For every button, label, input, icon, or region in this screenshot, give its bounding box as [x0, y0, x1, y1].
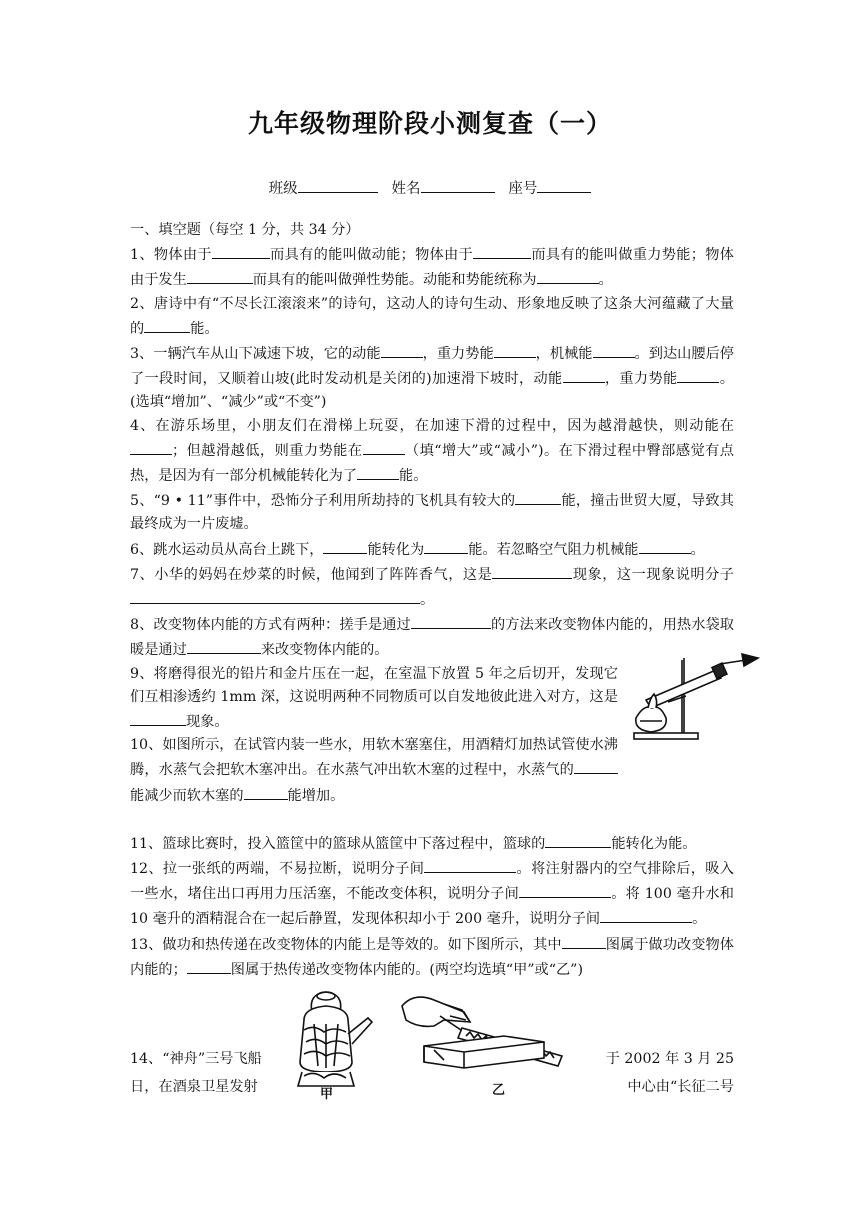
figure-label-yi: 乙: [492, 1082, 506, 1097]
class-label: 班级: [268, 181, 298, 197]
answer-blank[interactable]: [593, 341, 635, 358]
question-1: 1、物体由于 而具有的能叫做动能；物体由于 而具有的能叫做重力势能；物体由于发生 而具有的能叫做弹性势能。动能和势能统称为 。: [130, 242, 734, 292]
student-info-line: [0, 176, 860, 198]
exam-page: 九年级物理阶段小测复查（一） 班级 姓名 座号 一、填空题（每空 1 分，共 34 分） 1、物体由于 而具有的能叫做动能；物体由于 而具有的能叫做重力势能；物体由于发生 而具有的能叫做弹性势能。动能和势能统称为 。 2、唐诗中有“不尽长江滚滚来”的诗句，这动人的诗句生动、形象地反映了这条大河蕴藏了大量的 能。 3、一辆汽车从山下减速下坡，它的动能 ，重力势能 ，机械能 。到达山腰后停了一段时间，又顺着山坡(此时发动机是关闭的)加速滑下坡时，动能 ，重力势能 。(选填“增加”、“减少”或“不变”) 4、在游乐场里，小朋友们在滑梯上玩耍，在加速下滑的过程中，因为越滑越快，则动能在；但越滑越低，则重力势能在 （填“增大”或“减小”)。在下滑过程中臀部感觉有点热，是因为有一部分机械能转化为了 能。 5、“9 • 11”事件中，恐怖分子利用所劫持的飞机具有较大的 能，撞击世贸大厦，导致其最终成为一片废墟。 6、跳水运动员从高台上跳下， 能转化为 能。若忽略空气阻力机械能 。 7、小华的妈妈在炒菜的时候，他闻到了阵阵香气，这是 现象，这一现象说明分子。 8、改变物体内能的方式有两种：搓手是通过 的方法来改变物体内能的，用热水袋取暖是通过 来改变物体内能的。 9、将磨得很光的铅片和金片压在一起，在室温下放置 5 年之后切开，发现它们互相渗透约 1mm 深，这说明两种不同物质可以自发地彼此进入对方，这是现象。 10、如图所示，在试管内装一些水，用软木塞塞住，用酒精灯加热试管使水沸腾，水蒸气会把软木塞冲出。在水蒸气冲出软木塞的过程中，水蒸气的能减少而软木塞的 能增加。 11、篮球比赛时，投入篮筐中的篮球从篮筐中下落过程中，篮球的 能转化为能。 12、拉一张纸的两端，不易拉断，说明分子间 。将注射器内的空气排除后，吸入一些水，堵住出口再用力压活塞，不能改变体积，说明分子间 。将 100 毫升水和 10 毫升的酒精混合在一起后静置，发现体积却小于 200 毫升，说明分子间 。 13、做功和热传递在改变物体的内能上是等效的。如下图所示，其中 图属于做功改变物体内能的； 图属于热传递改变物体内能的。(两空均选填“甲”或“乙”) 甲 乙 14、“神舟”三号飞船 于 2002 年 3 月 25 日，在酒泉卫星发射 中心由“长征二号: [0, 0, 860, 1216]
figure-label-jia: 甲: [320, 1086, 334, 1100]
answer-blank[interactable]: [519, 881, 611, 898]
answer-blank[interactable]: [574, 757, 618, 774]
page-title: 九年级物理阶段小测复查（一）: [247, 109, 612, 138]
answer-blank[interactable]: [130, 587, 420, 604]
question-13: 13、做功和热传递在改变物体的内能上是等效的。如下图所示，其中 图属于做功改变物体内能的； 图属于热传递改变物体内能的。(两空均选填“甲”或“乙”): [130, 932, 734, 982]
answer-blank[interactable]: [515, 488, 561, 505]
questions-beside-figure: [130, 663, 618, 808]
answer-blank[interactable]: [424, 537, 468, 554]
answer-blank[interactable]: [563, 366, 605, 383]
answer-blank[interactable]: [473, 242, 531, 259]
class-blank[interactable]: [298, 176, 378, 193]
answer-blank[interactable]: [562, 932, 606, 949]
name-label: 姓名: [391, 181, 421, 197]
answer-blank[interactable]: [537, 267, 599, 284]
question-10: 10、如图所示，在试管内装一些水，用软木塞塞住，用酒精灯加热试管使水沸腾，水蒸气会把软木塞冲出。在水蒸气冲出软木塞的过程中，水蒸气的能减少而软木塞的 能增加。: [130, 737, 618, 804]
answer-blank[interactable]: [545, 831, 611, 848]
answer-blank[interactable]: [130, 709, 186, 726]
question-2: 2、唐诗中有“不尽长江滚滚来”的诗句，这动人的诗句生动、形象地反映了这条大河蕴藏了大量的 能。: [130, 295, 734, 337]
test-tube-apparatus-figure: [624, 648, 762, 744]
question-12: 12、拉一张纸的两端，不易拉断，说明分子间 。将注射器内的空气排除后，吸入一些水，堵住出口再用力压活塞，不能改变体积，说明分子间 。将 100 毫升水和 10 毫升的酒精混合在一起后静置，发现体积却小于 200 毫升，说明分子间 。: [130, 856, 734, 932]
answer-blank[interactable]: [381, 341, 423, 358]
answer-blank[interactable]: [492, 562, 572, 579]
name-blank[interactable]: [421, 176, 495, 193]
answer-blank[interactable]: [130, 438, 172, 455]
answer-blank[interactable]: [187, 637, 261, 654]
section-header: 一、填空题（每空 1 分，共 34 分）: [130, 222, 360, 238]
answer-blank[interactable]: [357, 463, 399, 480]
answer-blank[interactable]: [187, 957, 231, 974]
question-9: 9、将磨得很光的铅片和金片压在一起，在室温下放置 5 年之后切开，发现它们互相渗透约 1mm 深，这说明两种不同物质可以自发地彼此进入对方，这是现象。: [130, 665, 618, 731]
question-4: 4、在游乐场里，小朋友们在滑梯上玩耍，在加速下滑的过程中，因为越滑越快，则动能在；但越滑越低，则重力势能在 （填“增大”或“减小”)。在下滑过程中臀部感觉有点热，是因为有一部分机械能转化为了 能。: [130, 417, 734, 485]
answer-blank[interactable]: [424, 856, 516, 873]
answer-blank[interactable]: [600, 906, 692, 923]
question-8: 8、改变物体内能的方式有两种：搓手是通过 的方法来改变物体内能的，用热水袋取暖是通过 来改变物体内能的。: [130, 612, 734, 662]
question-7: 7、小华的妈妈在炒菜的时候，他闻到了阵阵香气，这是 现象，这一现象说明分子。: [130, 562, 734, 612]
saw-wood-illustration: [402, 997, 562, 1068]
question-11: 11、篮球比赛时，投入篮筐中的篮球从篮筐中下落过程中，篮球的 能转化为能。: [130, 831, 734, 856]
answer-blank[interactable]: [244, 783, 288, 800]
answer-blank[interactable]: [144, 316, 190, 333]
answer-blank[interactable]: [323, 537, 367, 554]
answer-blank[interactable]: [187, 267, 253, 284]
question-6: 6、跳水运动员从高台上跳下， 能转化为 能。若忽略空气阻力机械能 。: [130, 537, 734, 562]
answer-blank[interactable]: [639, 537, 691, 554]
work-and-heat-figure: [294, 986, 594, 1100]
seat-blank[interactable]: [537, 176, 591, 193]
questions-body: [130, 219, 734, 982]
answer-blank[interactable]: [212, 242, 270, 259]
question-3: 3、一辆汽车从山下减速下坡，它的动能 ，重力势能 ，机械能 。到达山腰后停了一段时间，又顺着山坡(此时发动机是关闭的)加速滑下坡时，动能 ，重力势能 。(选填“增加”、“减少”或“不变”): [130, 341, 734, 415]
seat-label: 座号: [508, 181, 538, 197]
question-5: 5、“9 • 11”事件中，恐怖分子利用所劫持的飞机具有较大的 能，撞击世贸大厦，导致其最终成为一片废墟。: [130, 488, 734, 536]
answer-blank[interactable]: [411, 612, 491, 629]
answer-blank[interactable]: [363, 438, 405, 455]
answer-blank[interactable]: [677, 366, 719, 383]
answer-blank[interactable]: [494, 341, 536, 358]
kettle-illustration: [298, 992, 372, 1086]
